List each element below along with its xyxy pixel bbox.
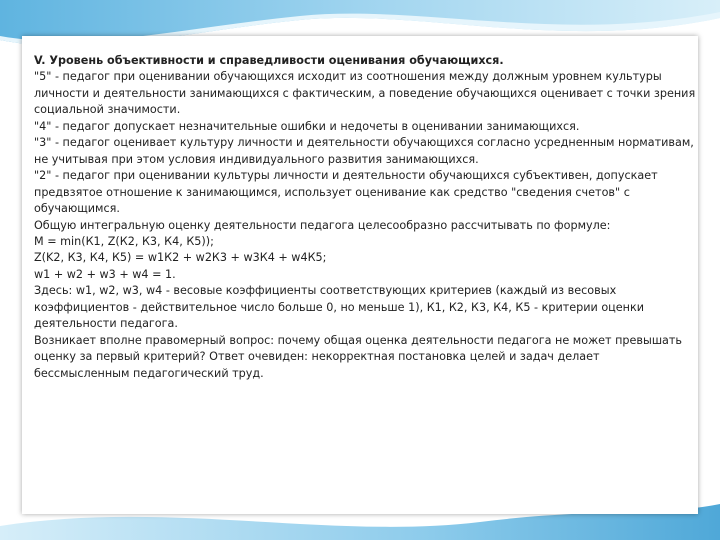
text-line: деятельности педагога. bbox=[34, 317, 178, 331]
text-line: бессмысленным педагогический труд. bbox=[34, 366, 264, 380]
text-line: личности и деятельности занимающихся с фактическим, а поведение обучающихся оценивает с точки зрения bbox=[34, 86, 696, 100]
section-heading: V. Уровень объективности и справедливости оценивания обучающихся. bbox=[34, 54, 504, 67]
text-line: "3" - педагог оценивает культуру личности и деятельности обучающихся согласно усредненным нормативам, bbox=[34, 136, 694, 150]
text-line: оценку за первый критерий? Ответ очевиден: некорректная постановка целей и задач делает bbox=[34, 350, 600, 364]
text-line: социальной значимости. bbox=[34, 103, 181, 117]
text-line: "2" - педагог при оценивании культуры личности и деятельности обучающихся субъективен, допускает bbox=[34, 169, 658, 183]
formula-line: Z(K2, К3, К4, К5) = w1К2 + w2К3 + w3К4 + w4К5; bbox=[34, 251, 327, 265]
text-line: Общую интегральную оценку деятельности педагога целесообразно рассчитывать по формуле: bbox=[34, 218, 611, 232]
text-line: Здесь: w1, w2, w3, w4 - весовые коэффициенты соответствующих критериев (каждый из весовых bbox=[34, 284, 617, 298]
text-line: не учитывая при этом условия индивидуального развития занимающихся. bbox=[34, 152, 479, 166]
formula-line: М = min(К1, Z(К2, К3, К4, К5)); bbox=[34, 234, 214, 248]
text-line: коэффициентов - действительное число больше 0, но меньше 1), К1, К2, К3, К4, К5 - критерии оценки bbox=[34, 300, 645, 314]
document-body bbox=[34, 53, 694, 382]
text-line: предвзятое отношение к занимающимся, использует оценивание как средство "сведения счетов" с bbox=[34, 185, 630, 199]
text-line: обучающимся. bbox=[34, 202, 120, 216]
text-line: "5" - педагог при оценивании обучающихся исходит из соотношения между должным уровнем культуры bbox=[34, 70, 662, 84]
formula-line: w1 + w2 + w3 + w4 = 1. bbox=[34, 267, 176, 281]
text-line: Возникает вполне правомерный вопрос: почему общая оценка деятельности педагога не может превышать bbox=[34, 333, 683, 347]
text-line: "4" - педагог допускает незначительные ошибки и недочеты в оценивании занимающихся. bbox=[34, 119, 580, 133]
